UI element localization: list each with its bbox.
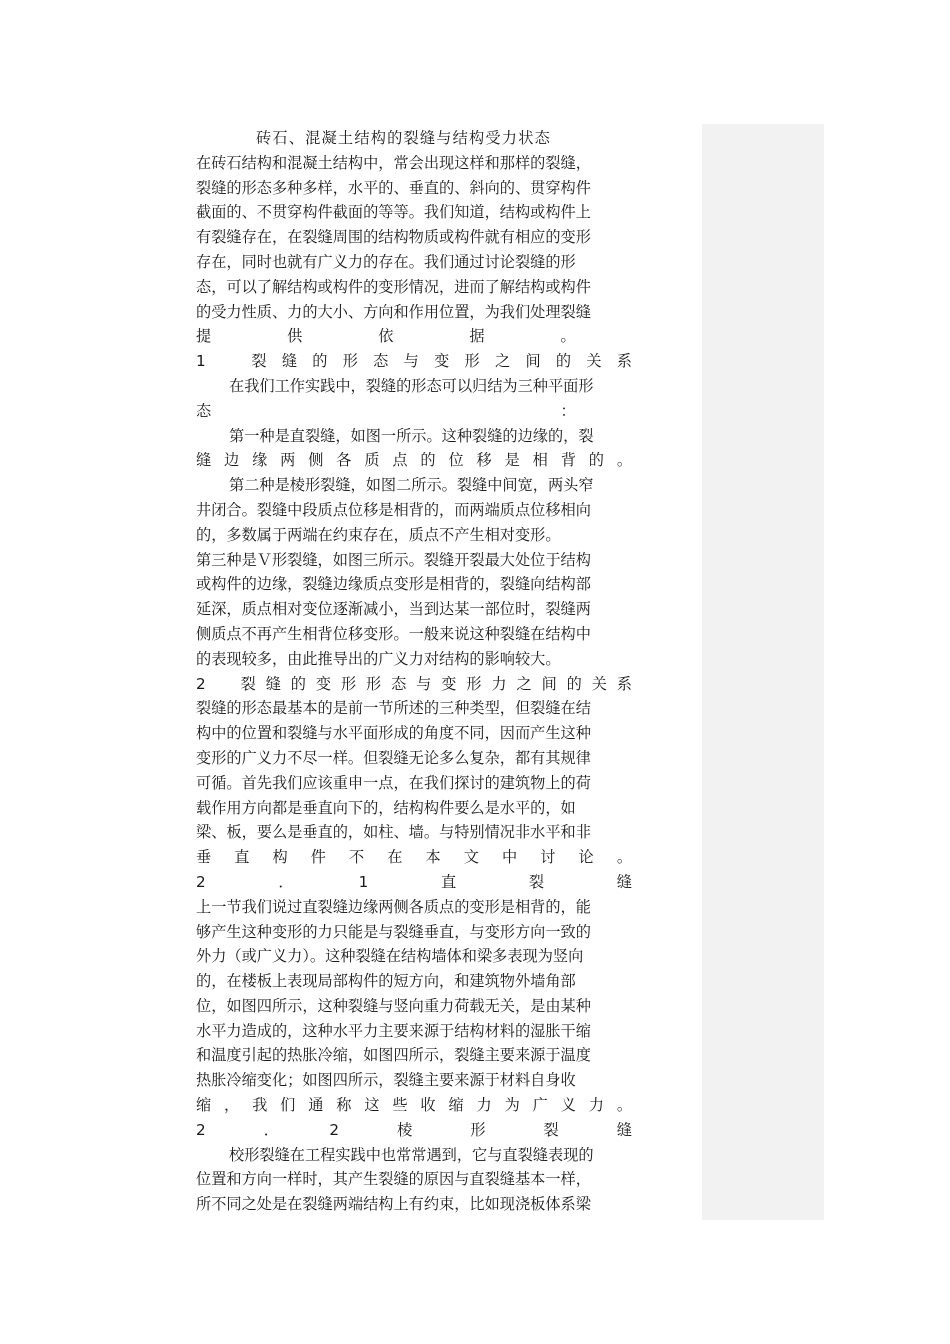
text-line: 可循。首先我们应该重申一点，在我们探讨的建筑物上的荷 bbox=[196, 773, 591, 792]
text-line: 的，在楼板上表现局部构件的短方向，和建筑物外墙角部 bbox=[196, 972, 576, 991]
text-line: 或构件的边缘，裂缝边缘质点变形是相背的，裂缝向结构部 bbox=[196, 575, 591, 594]
text-line: 变形的广义力不尽一样。但裂缝无论多么复杂，都有其规律 bbox=[196, 748, 591, 767]
subsection-heading: 2 ． 2 棱 形 裂 缝 bbox=[196, 1120, 632, 1139]
text-line: 截面的、不贯穿构件截面的等等。我们知道，结构或构件上 bbox=[196, 203, 591, 222]
text-line: 热胀冷缩变化；如图四所示，裂缝主要来源于材料自身收 bbox=[196, 1071, 576, 1090]
text-line: 外力（或广义力）。这种裂缝在结构墙体和梁多表现为竖向 bbox=[196, 947, 584, 966]
text-line: 够产生这种变形的力只能是与裂缝垂直，与变形方向一致的 bbox=[196, 922, 591, 941]
text-line: 载作用方向都是垂直向下的，结构构件要么是水平的，如 bbox=[196, 798, 576, 817]
text-line: 校形裂缝在工程实践中也常常遇到，它与直裂缝表现的 bbox=[229, 1145, 594, 1164]
document-title: 砖石、混凝土结构的裂缝与结构受力状态 bbox=[256, 129, 551, 147]
text-line: 裂缝的形态最基本的是前一节所述的三种类型，但裂缝在结 bbox=[196, 699, 591, 718]
text-line: 的表现较多，由此推导出的广义力对结构的影响较大。 bbox=[196, 649, 561, 668]
side-margin-panel bbox=[702, 124, 824, 1220]
text-line: 上一节我们说过直裂缝边缘两侧各质点的变形是相背的，能 bbox=[196, 897, 591, 916]
text-line: 所不同之处是在裂缝两端结构上有约束，比如现浇板体系梁 bbox=[196, 1195, 591, 1214]
text-line: 第一种是直裂缝，如图一所示。这种裂缝的边缘的，裂 bbox=[229, 426, 594, 445]
text-line: 第三种是Ｖ形裂缝，如图三所示。裂缝开裂最大处位于结构 bbox=[196, 550, 591, 569]
text-line: 在我们工作实践中，裂缝的形态可以归结为三种平面形 bbox=[229, 376, 594, 395]
text-line: 缝边缘两侧各质点的位移是相背的。 bbox=[196, 451, 632, 470]
section-heading: 2 裂缝的变形形态与变形力之间的关系 bbox=[196, 674, 632, 693]
text-line: 提 供 依 据 。 bbox=[196, 327, 576, 346]
text-line: 缩，我们通称这些收缩力为广义力。 bbox=[196, 1096, 632, 1115]
text-line: 第二种是棱形裂缝，如图二所示。裂缝中间宽，两头窄 bbox=[229, 476, 594, 495]
text-line: 裂缝的形态多种多样，水平的、垂直的、斜向的、贯穿构件 bbox=[196, 178, 591, 197]
text-line: 态 ： bbox=[196, 401, 576, 420]
text-line: 水平力造成的，这种水平力主要来源于结构材料的湿胀干缩 bbox=[196, 1021, 591, 1040]
text-line: 位置和方向一样时，其产生裂缝的原因与直裂缝基本一样， bbox=[196, 1170, 591, 1189]
subsection-heading: 2 ． 1 直 裂 缝 bbox=[196, 872, 632, 891]
text-line: 构中的位置和裂缝与水平面形成的角度不同，因而产生这种 bbox=[196, 724, 591, 743]
section-heading: 1 裂缝的形态与变形之间的关系 bbox=[196, 352, 632, 371]
text-line: 的受力性质、力的大小、方向和作用位置，为我们处理裂缝 bbox=[196, 302, 591, 321]
text-line: 在砖石结构和混凝土结构中，常会出现这样和那样的裂缝， bbox=[196, 153, 591, 172]
document-body bbox=[196, 126, 632, 1217]
text-line: 存在，同时也就有广义力的存在。我们通过讨论裂缝的形 bbox=[196, 252, 576, 271]
text-line: 有裂缝存在，在裂缝周围的结构物质或构件就有相应的变形 bbox=[196, 228, 591, 247]
text-line: 垂直构件不在本文中讨论。 bbox=[196, 848, 632, 867]
text-line: 和温度引起的热胀冷缩，如图四所示，裂缝主要来源于温度 bbox=[196, 1046, 591, 1065]
text-line: 延深，质点相对变位逐渐减小，当到达某一部位时，裂缝两 bbox=[196, 600, 591, 619]
text-line: 位，如图四所示，这种裂缝与竖向重力荷载无关，是由某种 bbox=[196, 996, 591, 1015]
text-line: 侧质点不再产生相背位移变形。一般来说这种裂缝在结构中 bbox=[196, 624, 591, 643]
text-line: 的，多数属于两端在约束存在，质点不产生相对变形。 bbox=[196, 525, 561, 544]
text-line: 梁、板，要么是垂直的，如柱、墙。与特别情况非水平和非 bbox=[196, 823, 591, 842]
text-line: 井闭合。裂缝中段质点位移是相背的，而两端质点位移相向 bbox=[196, 500, 591, 519]
text-line: 态，可以了解结构或构件的变形情况，进而了解结构或构件 bbox=[196, 277, 591, 296]
